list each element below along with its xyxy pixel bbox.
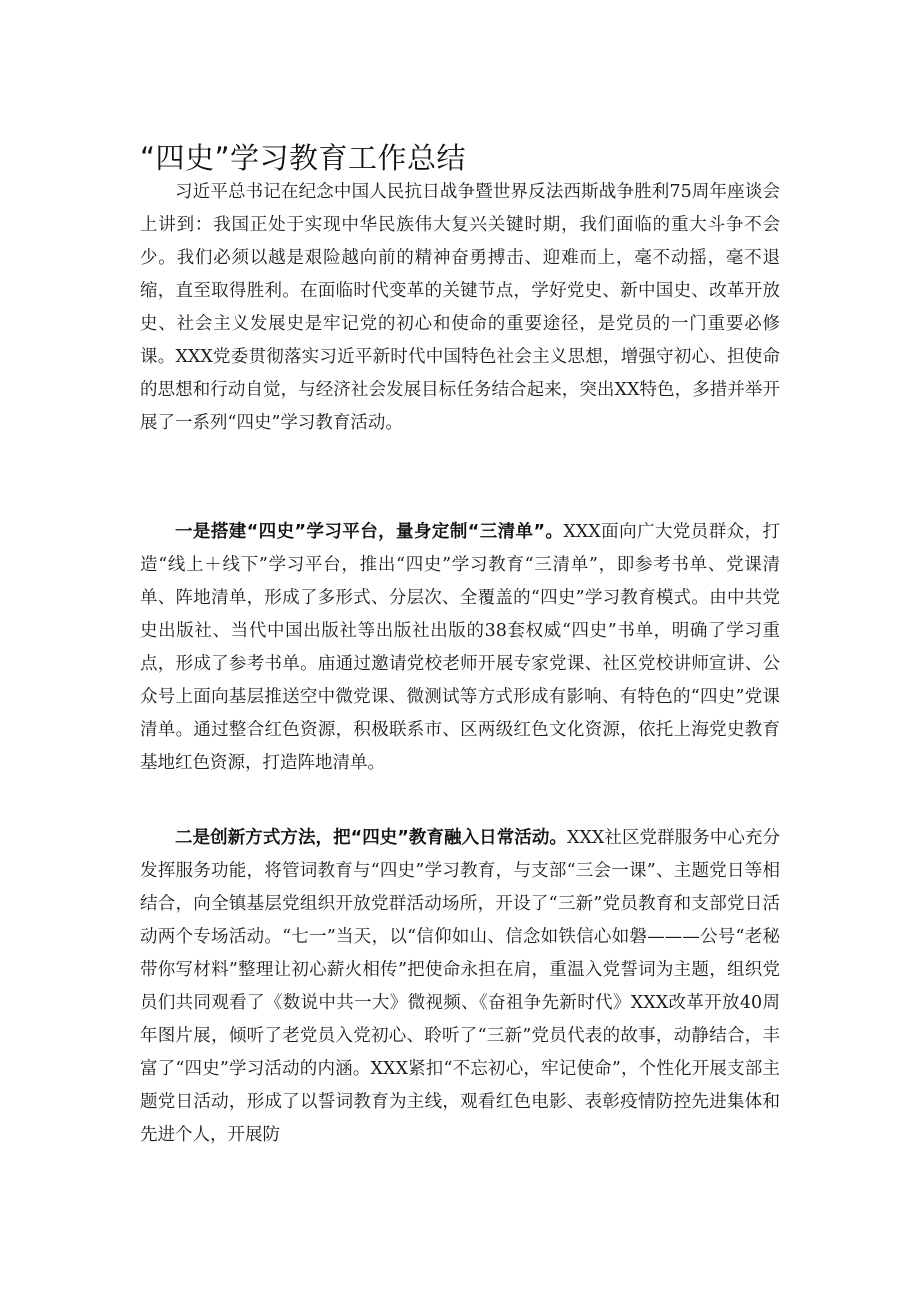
paragraph-body: XXX社区党群服务中心充分发挥服务功能，将管词教育与“四史”学习教育，与支部“三会一课”、主题党日等相结合，向全镇基层党组织开放党群活动场所，开设了“三新”党员教育和支部党日活动两个专场活动。“七一”当天，以“信仰如山、信念如铁信心如磐———公号“老秘带你写材料”整理让初心薪火相传”把使命永担在肩，重温入党誓词为主题，组织党员们共同观看了《数说中共一大》微视频、《奋祖争先新时代》XXX改革开放40周年图片展，倾听了老党员入党初心、聆听了“三新”党员代表的故事，动静结合，丰富了“四史”学习活动的内涵。XXX紧扣“不忘初心，牢记使命”，个性化开展支部主题党日活动，形成了以誓词教育为主线，观看红色电影、表彰疫情防控先进集体和先进个人，开展防 — [140, 828, 780, 1145]
paragraph-intro — [140, 176, 780, 440]
paragraph-text — [140, 516, 780, 780]
paragraph-text — [140, 822, 780, 1152]
paragraph-text — [140, 176, 780, 440]
document-title: “四史”学习教育工作总结 — [140, 141, 467, 175]
paragraph-body: XXX面向广大党员群众，打造“线上＋线下”学习平台，推出“四史”学习教育“三清单”，即参考书单、党课清单、阵地清单，形成了多形式、分层次、全覆盖的“四史”学习教育模式。由中共党史出版社、当代中国出版社等出版社出版的38套权威“四史”书单，明确了学习重点，形成了参考书单。庙通过邀请党校老师开展专家党课、社区党校讲师宣讲、公众号上面向基层推送空中微党课、微测试等方式形成有影响、有特色的“四史”党课清单。通过整合红色资源，积极联系市、区两级红色文化资源，依托上海党史教育基地红色资源，打造阵地清单。 — [140, 522, 780, 773]
paragraph-daily-activities — [140, 822, 780, 1152]
paragraph-lead-heading: 一是搭建“四史”学习平台，量身定制“三清单”。 — [175, 522, 564, 542]
paragraph-learning-platform — [140, 516, 780, 780]
paragraph-lead-heading: 二是创新方式方法，把“四史”教育融入日常活动。 — [175, 828, 567, 848]
paragraph-body: 习近平总书记在纪念中国人民抗日战争暨世界反法西斯战争胜利75周年座谈会上讲到：我国正处于实现中华民族伟大复兴关键时期，我们面临的重大斗争不会少。我们必须以越是艰险越向前的精神奋勇搏击、迎难而上，毫不动摇，毫不退缩，直至取得胜利。在面临时代变革的关键节点，学好党史、新中国史、改革开放史、社会主义发展史是牢记党的初心和使命的重要途径，是党员的一门重要必修课。XXX党委贯彻落实习近平新时代中国特色社会主义思想，增强守初心、担使命的思想和行动自觉，与经济社会发展目标任务结合起来，突出XX特色，多措并举开展了一系列“四史”学习教育活动。 — [140, 182, 780, 433]
